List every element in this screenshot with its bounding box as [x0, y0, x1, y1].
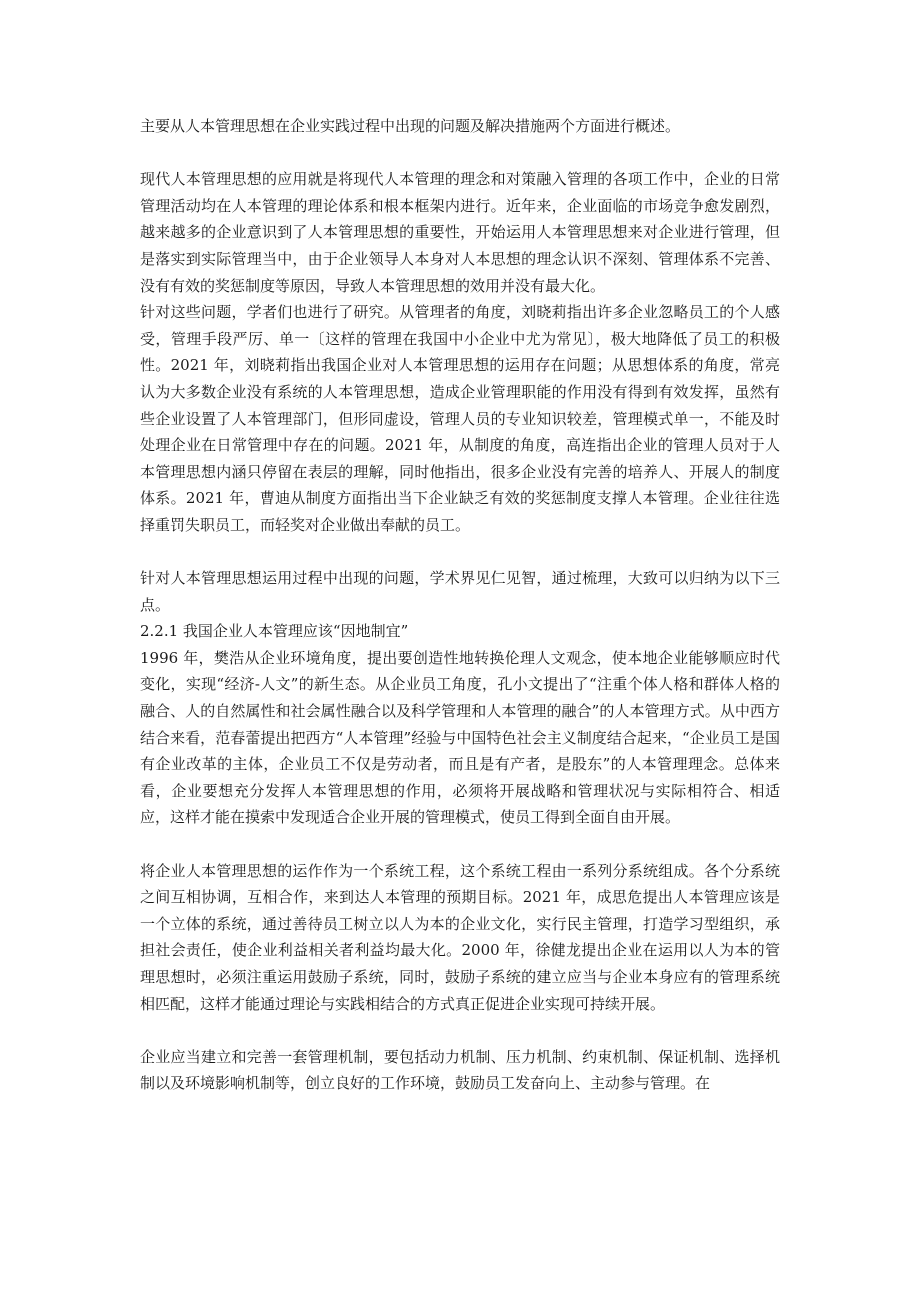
paragraph-system-engineering: 将企业人本管理思想的运作作为一个系统工程，这个系统工程由一系列分系统组成。各个分系统之间互相协调，互相合作，来到达人本管理的预期目标。2021 年，成思危提出人本管理应该是一个立体的系统，通过善待员工树立以人为本的企业文化，实行民主管理，打造学习型组织，承担社会责任，使企业利益相关者利益均最大化。2000 年，徐健龙提出企业在运用以人为本的管理思想时，必须注重运用鼓励子系统，同时，鼓励子系统的建立应当与企业本身应有的管理系统相匹配，这样才能通过理论与实践相结合的方式真正促进企业实现可持续开展。: [140, 861, 780, 1013]
paragraph-spacer: [140, 831, 780, 858]
paragraph-management-mechanism: 企业应当建立和完善一套管理机制，要包括动力机制、压力机制、约束机制、保证机制、选择机制以及环境影响机制等，创立良好的工作环境，鼓励员工发奋向上、主动参与管理。在: [140, 1047, 780, 1093]
paragraph-spacer: [140, 539, 780, 566]
document-body: [140, 113, 780, 1097]
paragraph-local-conditions: 1996 年，樊浩从企业环境角度，提出要创造性地转换伦理人文观念，使本地企业能够顺应时代变化，实现“经济-人文”的新生态。从企业员工角度，孔小文提出了“注重个体人格和群体人格的融合、人的自然属性和社会属性融合以及科学管理和人本管理的融合”的人本管理方式。从中西方结合来看，范春蕾提出把西方“人本管理”经验与中国特色社会主义制度结合起来，“企业员工是国有企业改革的主体，企业员工不仅是劳动者，而且是有产者，是股东”的人本管理理念。总体来看，企业要想充分发挥人本管理思想的作用，必须将开展战略和管理状况与实际相符合、相适应，这样才能在摸索中发现适合企业开展的管理模式，使员工得到全面自由开展。: [140, 648, 780, 827]
paragraph-application: 现代人本管理思想的应用就是将现代人本管理的理念和对策融入管理的各项工作中，企业的日常管理活动均在人本管理的理论体系和根本框架内进行。近年来，企业面临的市场竞争愈发剧烈，越来越多的企业意识到了人本管理思想的重要性，开始运用人本管理思想来对企业进行管理，但是落实到实际管理当中，由于企业领导人本身对人本思想的理念认识不深刻、管理体系不完善、没有有效的奖惩制度等原因，导致人本管理思想的效用并没有最大化。: [140, 170, 780, 295]
paragraph-spacer: [140, 1017, 780, 1044]
paragraph-three-points: 针对人本管理思想运用过程中出现的问题，学术界见仁见智，通过梳理，大致可以归纳为以下三点。: [140, 569, 780, 614]
paragraph-research-problems: 针对这些问题，学者们也进行了研究。从管理者的角度，刘晓莉指出许多企业忽略员工的个人感受，管理手段严厉、单一〔这样的管理在我国中小企业中尤为常见〕，极大地降低了员工的积极性。2021 年，刘晓莉指出我国企业对人本管理思想的运用存在问题；从思想体系的角度，常亮认为大多数企业没有系统的人本管理思想，造成企业管理职能的作用没有得到有效发挥，虽然有些企业设置了人本管理部门，但形同虚设，管理人员的专业知识较差，管理模式单一，不能及时处理企业在日常管理中存在的问题。2021 年，从制度的角度，高连指出企业的管理人员对于人本管理思想内涵只停留在表层的理解，同时他指出，很多企业没有完善的培养人、开展人的制度体系。2021 年，曹迪从制度方面指出当下企业缺乏有效的奖惩制度支撑人本管理。企业往往选择重罚失职员工，而轻奖对企业做出奉献的员工。: [140, 303, 780, 534]
paragraph-intro: 主要从人本管理思想在企业实践过程中出现的问题及解决措施两个方面进行概述。: [140, 117, 681, 135]
paragraph-spacer: [140, 140, 780, 167]
section-heading-2-2-1: 2.2.1 我国企业人本管理应该“因地制宜”: [140, 622, 409, 641]
